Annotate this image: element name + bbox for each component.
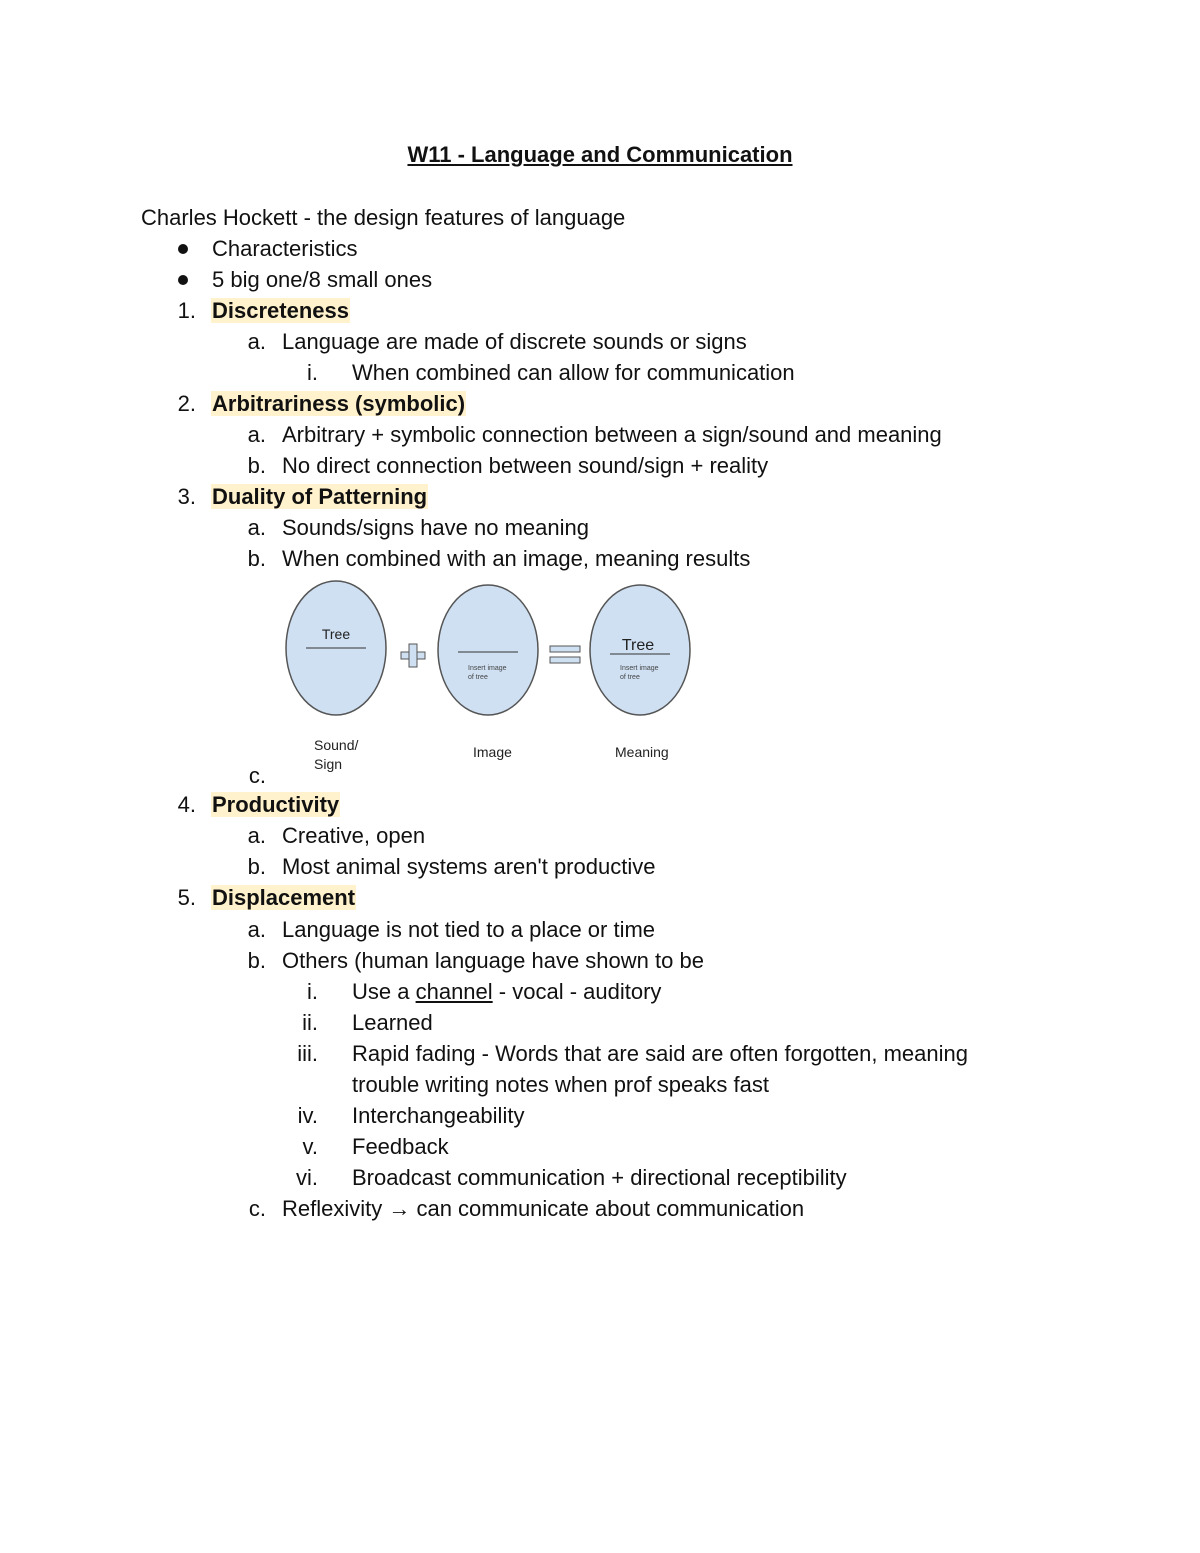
channel-link: channel — [415, 979, 493, 1004]
list-item: No direct connection between sound/sign + reality — [282, 453, 769, 478]
label-sound-sign: Sound/ Sign — [314, 737, 359, 772]
list-item: When combined can allow for communication — [352, 360, 795, 385]
list-item: Language is not tied to a place or time — [282, 917, 656, 942]
image-circle — [438, 585, 538, 715]
list-item: Sounds/signs have no meaning — [282, 515, 589, 540]
bullet-item: Characteristics — [212, 236, 358, 261]
label-meaning: Meaning — [615, 744, 669, 760]
list-item: Learned — [352, 1010, 433, 1035]
list-item: Broadcast communication + directional receptibility — [352, 1165, 847, 1190]
bullet-item: 5 big one/8 small ones — [212, 267, 433, 292]
list-item: Most animal systems aren't productive — [282, 854, 656, 879]
list-item: Reflexivity → can communicate about communication — [282, 1196, 805, 1221]
section-heading: Arbitrariness (symbolic) — [212, 391, 466, 416]
duality-diagram — [270, 572, 710, 782]
list-item: Use a channel - vocal - auditory — [352, 979, 662, 1004]
list-item: Others (human language have shown to be — [282, 948, 704, 973]
meaning-caption: Insert image of tree — [620, 665, 659, 681]
list-item: Feedback — [352, 1134, 449, 1159]
bullet-dot — [178, 244, 188, 254]
page-title: W11 - Language and Communication — [407, 142, 793, 167]
list-item: When combined with an image, meaning results — [282, 546, 751, 571]
section-heading: Displacement — [212, 885, 356, 910]
list-item: Arbitrary + symbolic connection between a sign/sound and meaning — [282, 422, 942, 447]
document-page: W11 - Language and Communication Charles Hockett - the design features of language Characteristics 5 big one/8 small ones 1. Discreteness a. Language are made of discrete sounds or signs i. When combined can allow for communication 2. Arbitrariness (symbolic) a. Arbitrary + symbolic connection between a sign/sound and meaning b. No direct connection between sound/sign + reality 3. Duality of Patterning a. Sounds/signs have no meaning b. When combined with an image, meaning results Tree + Insert image of tree = Tree Insert image of tree Sound/ Sign Image Meaning c. 4. Productivity a. Creative, open b. Most animal systems aren't productive 5. Displacement a. Language is not tied to a place or time b. Others (human language have shown to be i. Use a channel - vocal - auditory ii. Learned iii. Rapid fading - Words that are said are often forgotten, meaning trouble writing notes when prof speaks fast iv. Interchangeability v. Feedback vi. Broadcast communication + directional receptibility c. Reflexivity → can communicate about communication — [0, 0, 1200, 1553]
list-item: Language are made of discrete sounds or signs — [282, 329, 747, 354]
list-item: Rapid fading - Words that are said are often forgotten, meaning — [352, 1041, 968, 1066]
image-caption: Insert image of tree — [468, 665, 507, 681]
sound-sign-word: Tree — [321, 626, 351, 642]
plus-icon — [401, 644, 425, 667]
list-item: Interchangeability — [352, 1103, 525, 1128]
list-item: Creative, open — [282, 823, 426, 848]
bullet-dot — [178, 275, 188, 285]
section-heading: Discreteness — [212, 298, 349, 323]
section-heading: Productivity — [212, 792, 340, 817]
list-item-continuation: trouble writing notes when prof speaks fast — [352, 1072, 770, 1097]
section-heading: Duality of Patterning — [212, 484, 428, 509]
equals-symbol-text: = — [565, 697, 566, 698]
meaning-word: Tree — [621, 637, 655, 654]
equals-icon — [550, 646, 580, 663]
plus-symbol-text: + — [413, 697, 414, 698]
intro-line: Charles Hockett - the design features of language — [141, 205, 626, 230]
label-image: Image — [473, 744, 512, 760]
